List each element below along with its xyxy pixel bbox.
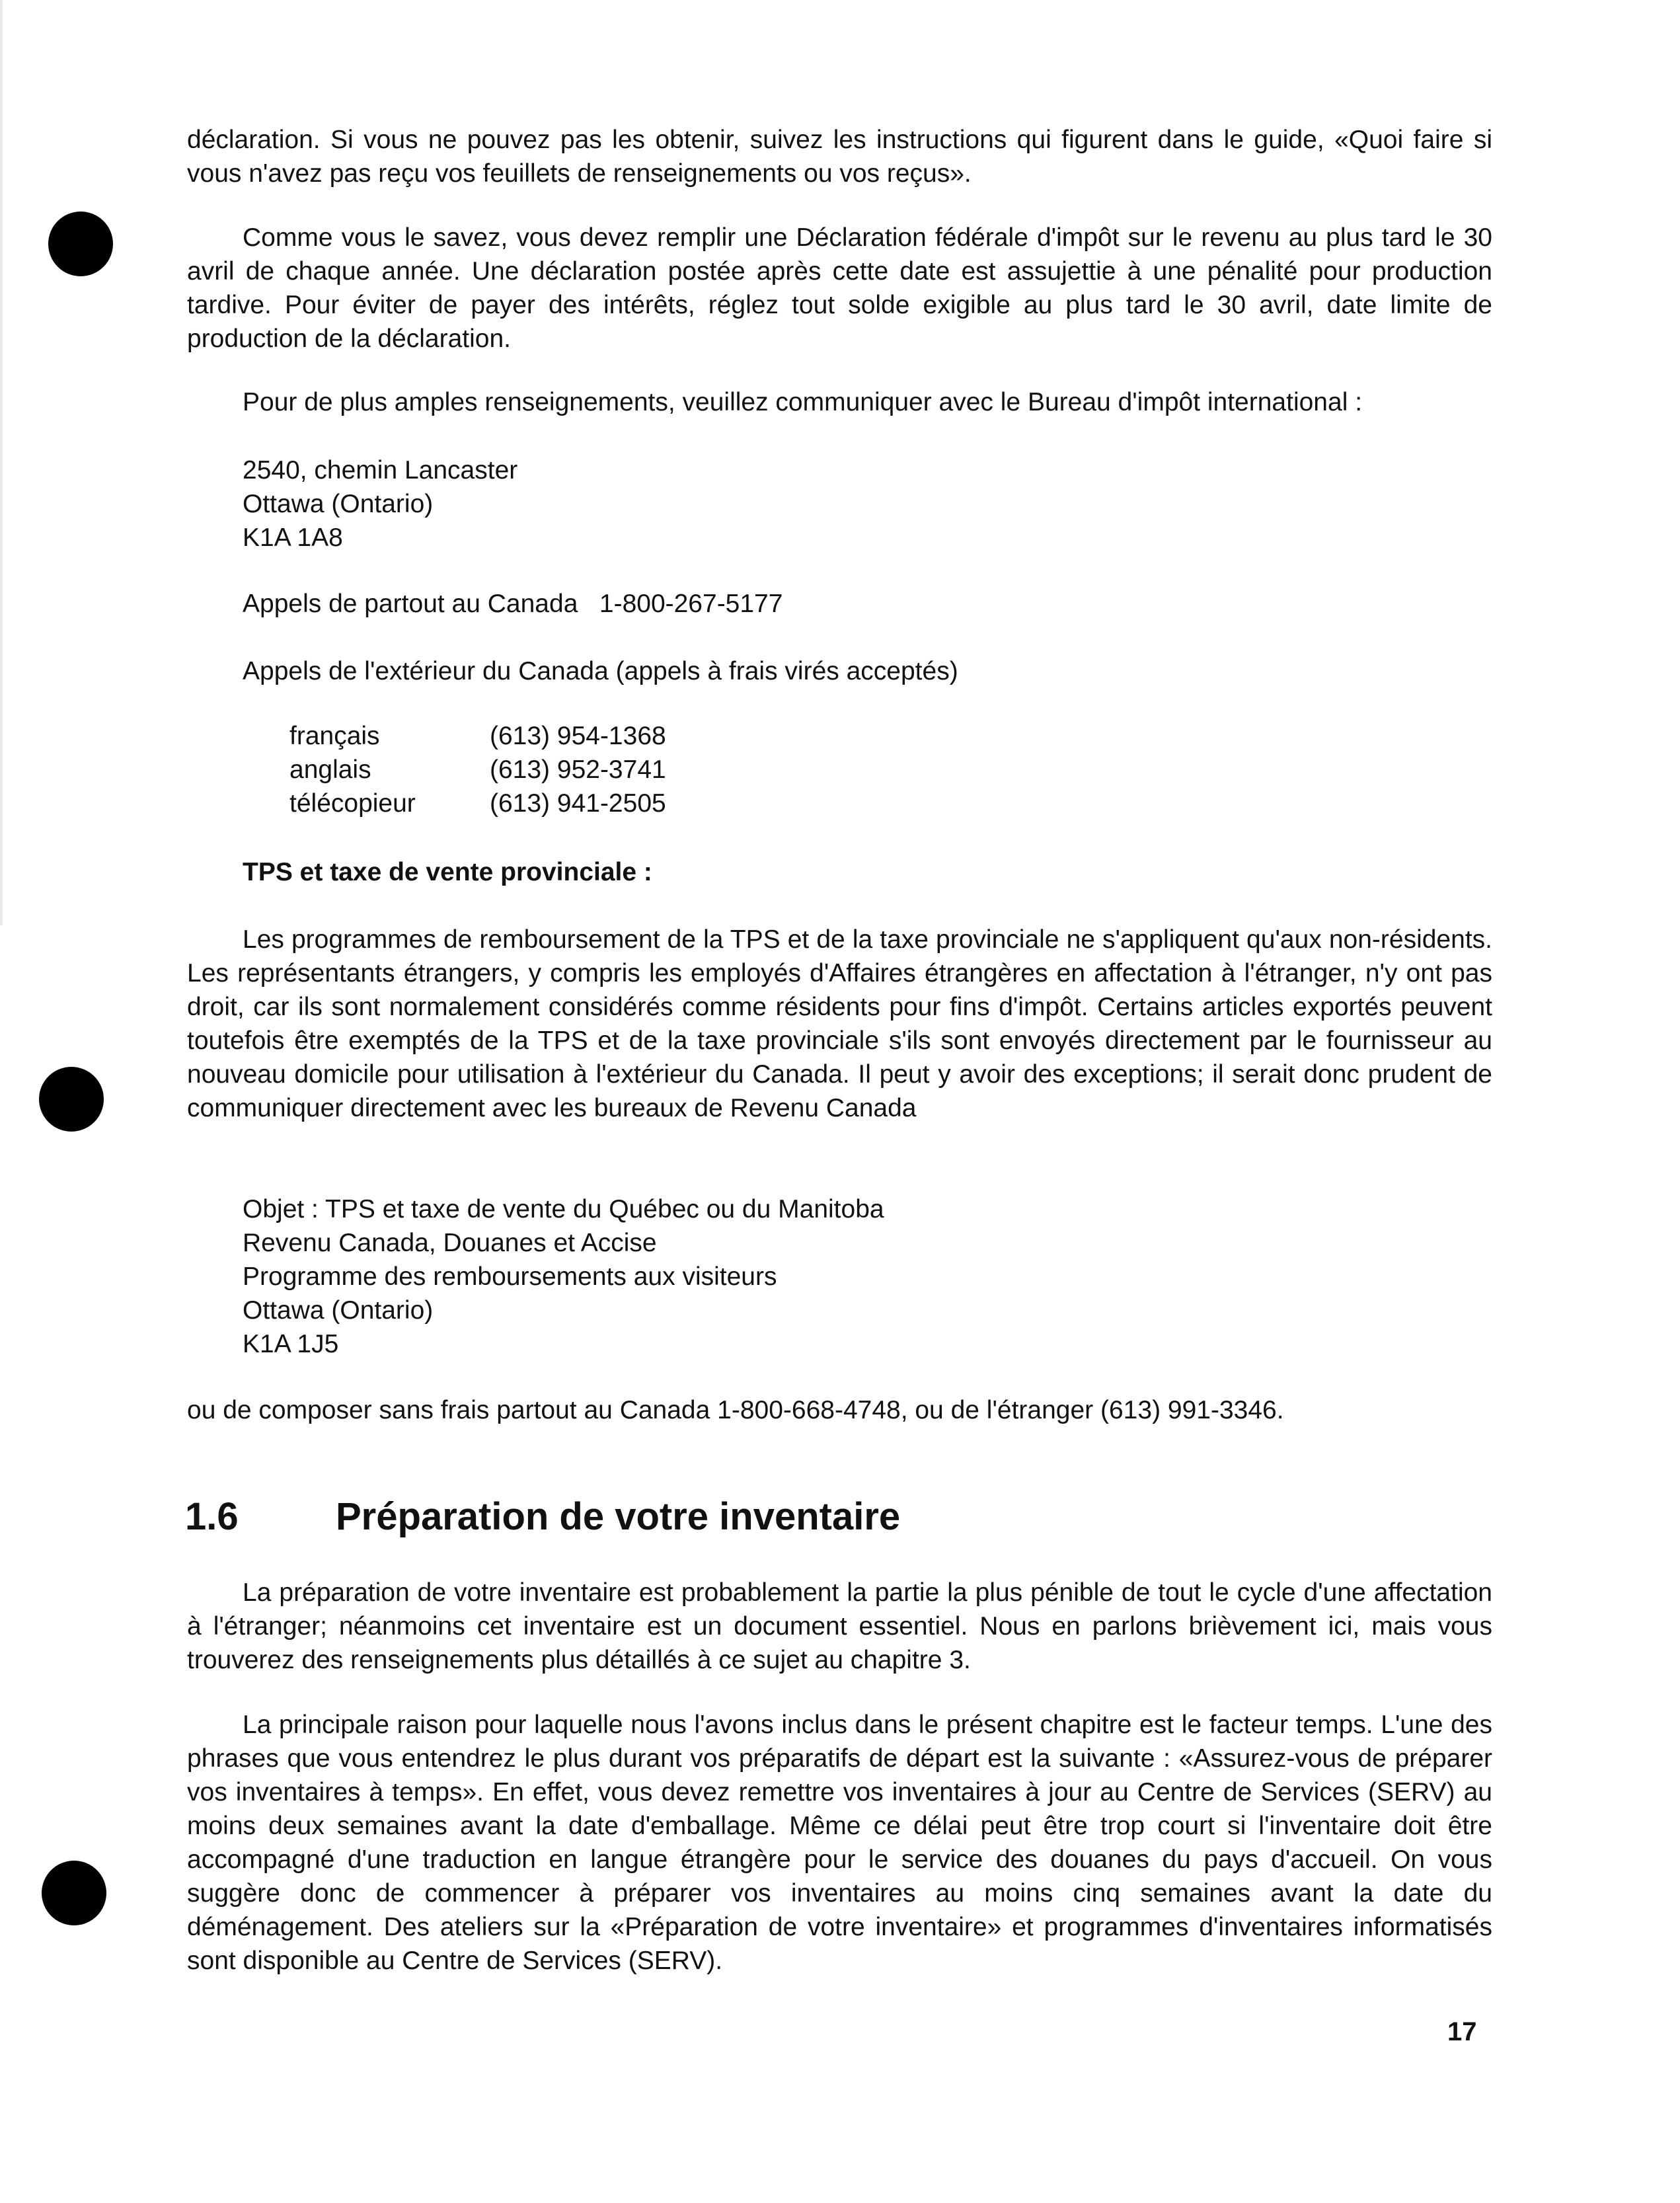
- address-line: Programme des remboursements aux visiteurs: [243, 1262, 777, 1291]
- section-number: 1.6: [185, 1495, 239, 1538]
- margin-bullet-1: [48, 212, 113, 276]
- phone-number: (613) 941-2505: [490, 789, 666, 818]
- phone-row: [289, 753, 666, 787]
- address-line: Ottawa (Ontario): [243, 1296, 434, 1325]
- tax-office-address: [243, 453, 1492, 555]
- contact-intro: Pour de plus amples renseignements, veuillez communiquer avec le Bureau d'impôt international :: [243, 388, 1363, 416]
- address-line: Ottawa (Ontario): [243, 490, 434, 518]
- section-title: Préparation de votre inventaire: [336, 1495, 901, 1538]
- address-line: K1A 1A8: [243, 523, 343, 552]
- inventory-paragraph-1: La préparation de votre inventaire est probablement la partie la plus pénible de tout le cycle d'une affectation à l'étranger; néanmoins cet inventaire est un document essentiel. Nous en parlons brièvement ici, mais vous trouverez des renseignements plus détaillés à ce sujet au chapitre 3.: [187, 1578, 1492, 1674]
- address-line: Revenu Canada, Douanes et Accise: [243, 1229, 657, 1257]
- page-number: 17: [1447, 2017, 1477, 2046]
- phone-label: anglais: [289, 755, 371, 784]
- phone-label: français: [289, 722, 380, 750]
- address-line: K1A 1J5: [243, 1330, 339, 1358]
- phone-row: [289, 719, 666, 753]
- gst-paragraph: Les programmes de remboursement de la TPS et de la taxe provinciale ne s'appliquent qu'aux non-résidents. Les représentants étrangers, y compris les employés d'Affaires étrangères en affectation à l'étranger, n'y ont pas droit, car ils sont normalement considérés comme résidents pour fins d'impôt. Certains articles exportés peuvent toutefois être exemptés de la TPS et de la taxe provinciale s'ils sont envoyés directement par le fournisseur au nouveau domicile pour utilisation à l'extérieur du Canada. Il peut y avoir des exceptions; il serait donc prudent de communiquer directement avec les bureaux de Revenu Canada: [187, 925, 1492, 1122]
- phone-number: (613) 952-3741: [490, 755, 666, 784]
- inventory-paragraph-2: La principale raison pour laquelle nous l'avons inclus dans le présent chapitre est le facteur temps. L'une des phrases que vous entendrez le plus durant vos préparatifs de départ est la suivante : «Assurez-vous de préparer vos inventaires à temps». En effet, vous devez remettre vos inventaires à jour au Centre de Services (SERV) au moins deux semaines avant la date d'emballage. Même ce délai peut être trop court si l'inventaire doit être accompagné d'une traduction en langue étrangère pour le service des douanes du pays d'accueil. On vous suggère donc de commencer à préparer vos inventaires au moins cinq semaines avant la date du déménagement. Des ateliers sur la «Préparation de votre inventaire» et programmes d'inventaires informatisés sont disponible au Centre de Services (SERV).: [187, 1711, 1492, 1975]
- section-heading: [185, 1494, 900, 1540]
- address-line: Objet : TPS et taxe de vente du Québec ou du Manitoba: [243, 1195, 884, 1223]
- phone-row: [289, 787, 666, 820]
- scan-edge: [0, 0, 3, 925]
- canada-calls-line: Appels de partout au Canada 1-800-267-5177: [243, 590, 783, 618]
- intro-paragraph: déclaration. Si vous ne pouvez pas les obtenir, suivez les instructions qui figurent dans le guide, «Quoi faire si vous n'avez pas reçu vos feuillets de renseignements ou vos reçus».: [187, 126, 1492, 188]
- gst-heading: TPS et taxe de vente provinciale :: [243, 858, 652, 886]
- phone-number: (613) 954-1368: [490, 722, 666, 750]
- refund-address: [243, 1192, 1492, 1361]
- phone-label: télécopieur: [289, 789, 416, 818]
- phone-table: [289, 719, 666, 820]
- address-line: 2540, chemin Lancaster: [243, 456, 518, 484]
- margin-bullet-2: [39, 1067, 104, 1132]
- margin-bullet-3: [42, 1861, 106, 1925]
- outside-calls-line: Appels de l'extérieur du Canada (appels à frais virés acceptés): [243, 657, 958, 685]
- deadline-paragraph: Comme vous le savez, vous devez remplir une Déclaration fédérale d'impôt sur le revenu au plus tard le 30 avril de chaque année. Une déclaration postée après cette date est assujettie à une pénalité pour production tardive. Pour éviter de payer des intérêts, réglez tout solde exigible au plus tard le 30 avril, date limite de production de la déclaration.: [187, 223, 1492, 353]
- tollfree-line: ou de composer sans frais partout au Canada 1-800-668-4748, ou de l'étranger (613) 991-3346.: [187, 1396, 1284, 1424]
